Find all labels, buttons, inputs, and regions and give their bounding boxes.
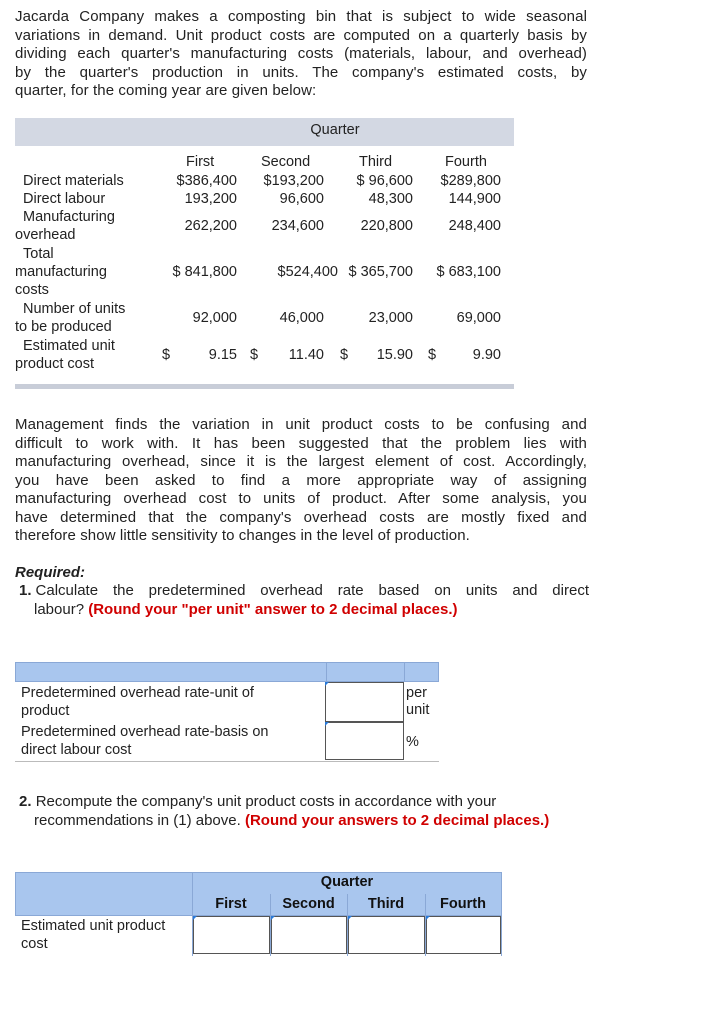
- intro-line: by the quarter's production in units. The company's estimated costs, by: [15, 63, 587, 81]
- currency-symbol: $: [250, 347, 259, 363]
- unit-label-per: per: [406, 685, 427, 701]
- row-label-total-manufacturing-costs: Total: [23, 246, 54, 262]
- question-1-text: labour?: [34, 600, 85, 618]
- answer-row-labour-rate: [15, 722, 439, 762]
- table-footer-rule: [15, 384, 514, 389]
- table-cell: 234,600: [271, 218, 324, 234]
- table-header-band: [15, 118, 514, 146]
- table-cell: 248,400: [448, 218, 501, 234]
- row-label-total-manufacturing-costs: costs: [15, 282, 49, 298]
- question-1-number: 1.: [19, 582, 32, 599]
- table-cell: 23,000: [368, 310, 413, 326]
- question-2-number: 2.: [19, 793, 32, 810]
- unit-cost-input-fourth[interactable]: [426, 916, 501, 954]
- management-line: manufacturing overhead, since it is the largest element of cost. Accordingly,: [15, 453, 587, 470]
- table-cell: 15.90: [376, 347, 413, 363]
- table-cell: 48,300: [368, 191, 413, 207]
- col-header-first: First: [186, 154, 215, 170]
- required-heading: Required:: [15, 564, 86, 581]
- management-line: manufacturing overhead cost to units of product. After some analysis, you: [15, 490, 587, 507]
- answer2-col-first: First: [215, 896, 247, 912]
- table-cell: 9.90: [472, 347, 501, 363]
- table-cell: $ 683,100: [436, 264, 501, 280]
- management-line: Management finds the variation in unit product costs to be confusing and: [15, 416, 587, 433]
- row-label-manufacturing-overhead: overhead: [15, 227, 76, 243]
- table-cell: $524,400: [277, 264, 338, 280]
- col-header-fourth: Fourth: [445, 154, 487, 170]
- table-cell: 9.15: [208, 347, 237, 363]
- table-cell: 69,000: [456, 310, 501, 326]
- answer-row-label: product: [21, 703, 70, 719]
- table-cell: $193,200: [263, 173, 324, 189]
- unit-rate-input[interactable]: [325, 682, 404, 722]
- row-label-number-of-units: Number of units: [23, 301, 126, 317]
- table-cell: 46,000: [279, 310, 324, 326]
- answer2-row-label: [21, 917, 165, 953]
- currency-symbol: $: [340, 347, 349, 363]
- table-cell: 11.40: [288, 347, 324, 363]
- currency-symbol: $: [162, 347, 171, 363]
- management-line: have determined that the company's overhead costs are mostly fixed and: [15, 508, 587, 526]
- table-cell: $ 96,600: [356, 173, 413, 189]
- answer-row-label: Predetermined overhead rate-basis on: [21, 724, 269, 740]
- table-cell: 144,900: [448, 191, 501, 207]
- col-header-third: Third: [359, 154, 393, 170]
- unit-cost-input-first[interactable]: [193, 916, 270, 954]
- unit-cost-input-third[interactable]: [348, 916, 425, 954]
- row-label-estimated-unit-cost: product cost: [15, 356, 94, 372]
- row-label-number-of-units: to be produced: [15, 319, 112, 335]
- row-label-direct-labour: Direct labour: [23, 191, 106, 207]
- row-label-direct-materials: Direct materials: [23, 173, 124, 189]
- answer-row-label: direct labour cost: [21, 742, 132, 758]
- answer2-row-label-line: cost: [21, 936, 48, 952]
- management-line: you have been asked to find a more appropriate way of assigning: [15, 471, 587, 489]
- answer2-col-fourth: Fourth: [440, 896, 486, 912]
- intro-line: variations in demand. Unit product costs are computed on a quarterly basis by: [15, 26, 587, 44]
- answer2-quarter-header: Quarter: [320, 874, 374, 890]
- intro-line: quarter, for the coming year are given below:: [15, 82, 317, 99]
- management-line: therefore show little sensitivity to changes in the level of production.: [15, 527, 470, 544]
- management-line: difficult to work with. It has been suggested that the problem lies with: [15, 434, 587, 452]
- labour-rate-input[interactable]: [325, 722, 404, 760]
- quarter-group-header: Quarter: [310, 122, 360, 138]
- row-label-manufacturing-overhead: Manufacturing: [23, 209, 115, 225]
- intro-line: Jacarda Company makes a composting bin that is subject to wide seasonal: [15, 8, 587, 25]
- table-cell: $ 841,800: [172, 264, 237, 280]
- question-1: [19, 582, 589, 619]
- table-cell: $ 365,700: [348, 264, 413, 280]
- question-2: [19, 793, 579, 830]
- row-label-estimated-unit-cost: Estimated unit: [23, 338, 115, 354]
- question-2-instruction: (Round your answers to 2 decimal places.): [244, 811, 550, 829]
- answer2-col-third: Third: [367, 896, 405, 912]
- table-cell: $386,400: [176, 173, 237, 189]
- question-2-text: recommendations in (1) above.: [34, 811, 241, 829]
- unit-label-unit: unit: [406, 702, 430, 718]
- percent-label: %: [406, 734, 419, 750]
- currency-symbol: $: [428, 347, 437, 363]
- management-paragraph: [15, 416, 587, 546]
- table-cell: 193,200: [184, 191, 237, 207]
- question-2-text: Recompute the company's unit product costs in accordance with your: [35, 793, 497, 810]
- answer-table-1-header: [15, 662, 439, 682]
- col-header-second: Second: [261, 154, 311, 170]
- intro-paragraph: [15, 8, 587, 101]
- table-cell: 220,800: [360, 218, 413, 234]
- answer2-row-label-line: Estimated unit product: [21, 918, 166, 934]
- table-cell: $289,800: [440, 173, 501, 189]
- table-cell: 92,000: [192, 310, 237, 326]
- row-label-total-manufacturing-costs: manufacturing: [15, 264, 107, 280]
- question-1-instruction: (Round your "per unit" answer to 2 decimal places.): [88, 600, 458, 618]
- question-1-text: Calculate the predetermined overhead rate based on units and direct: [35, 582, 589, 599]
- unit-cost-input-second[interactable]: [271, 916, 347, 954]
- answer-row-label: Predetermined overhead rate-unit of: [21, 685, 254, 701]
- intro-line: dividing each quarter's manufacturing costs (materials, labour, and overhead): [15, 45, 587, 62]
- answer-row-unit-rate: [15, 682, 439, 722]
- table-cell: 96,600: [279, 191, 324, 207]
- answer2-col-second: Second: [282, 896, 335, 912]
- table-cell: 262,200: [184, 218, 237, 234]
